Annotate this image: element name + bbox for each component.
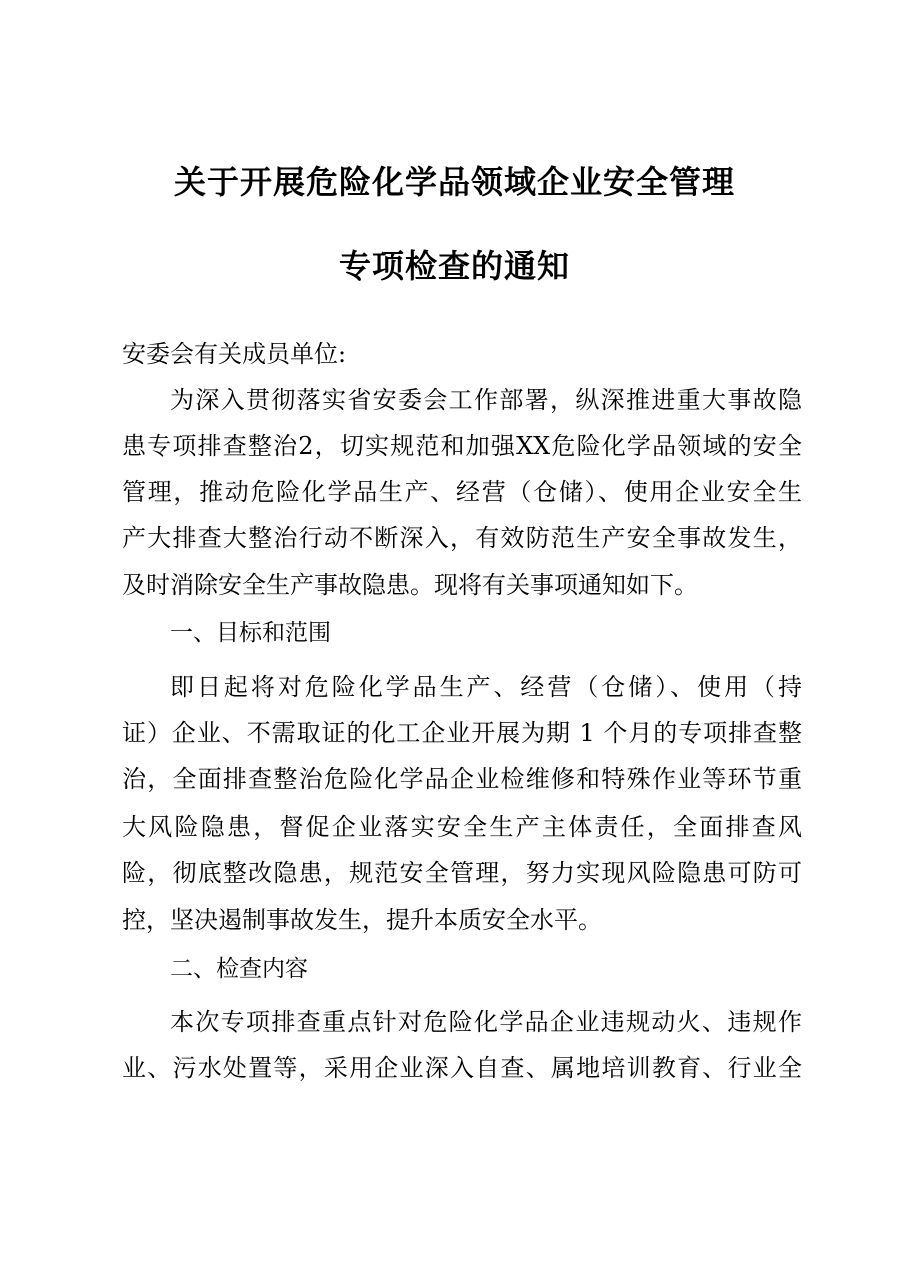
document-title-line-1: 关于开展危险化学品领域企业安全管理 <box>173 163 735 201</box>
paragraph-line: 及时消除安全生产事故隐患。现将有关事项通知如下。 <box>122 571 698 599</box>
section-heading: 二、检查内容 <box>170 956 308 982</box>
paragraph-line: 为深入贯彻落实省安委会工作部署，纵深推进重大事故隐 <box>170 386 802 414</box>
paragraph-line: 产大排查大整治行动不断深入，有效防范生产安全事故发生， <box>122 524 802 552</box>
paragraph-line: 控，坚决遏制事故发生，提升本质安全水平。 <box>122 906 602 934</box>
paragraph-line: 即日起将对危险化学品生产、经营（仓储）、使用（持 <box>170 673 802 701</box>
paragraph-line: 本次专项排查重点针对危险化学品企业违规动火、违规作 <box>170 1008 802 1036</box>
salutation: 安委会有关成员单位: <box>122 340 347 368</box>
paragraph-line: 大风险隐患，督促企业落实安全生产主体责任，全面排查风 <box>122 813 802 841</box>
paragraph-line: 证）企业、不需取证的化工企业开展为期 1 个月的专项排查整 <box>122 719 802 747</box>
document-title-line-2: 专项检查的通知 <box>338 247 570 285</box>
paragraph-line: 治，全面排查整治危险化学品企业检维修和特殊作业等环节重 <box>122 765 802 793</box>
section-heading: 一、目标和范围 <box>170 620 331 646</box>
paragraph-line: 险，彻底整改隐患，规范安全管理，努力实现风险隐患可防可 <box>122 859 802 887</box>
paragraph-line: 患专项排查整治2，切实规范和加强XX危险化学品领域的安全 <box>122 432 802 460</box>
paragraph-line: 管理，推动危险化学品生产、经营（仓储）、使用企业安全生 <box>122 478 802 506</box>
paragraph-line: 业、污水处置等，采用企业深入自查、属地培训教育、行业全 <box>122 1054 802 1082</box>
